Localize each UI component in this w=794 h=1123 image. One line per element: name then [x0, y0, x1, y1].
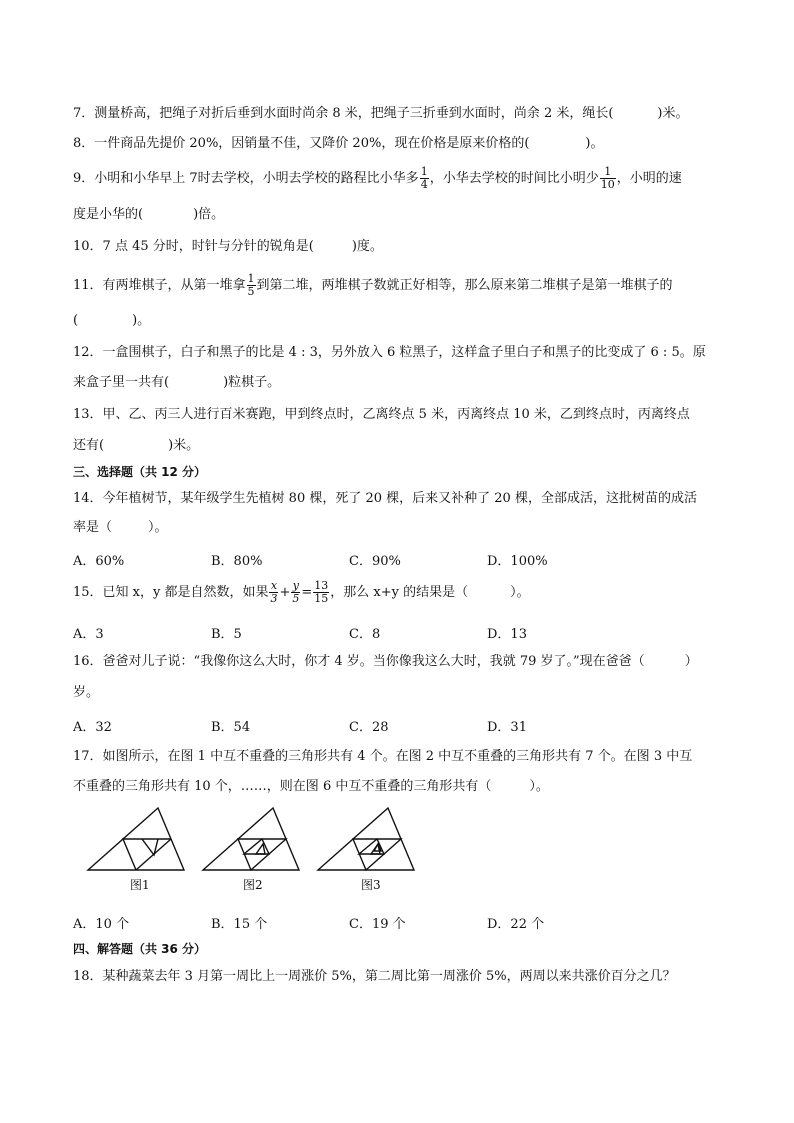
option-b: B．5 [211, 627, 242, 642]
option-a: A．32 [73, 720, 112, 735]
option-b: B．80% [211, 554, 263, 569]
question-16-tail: ） [684, 654, 698, 669]
fraction-denominator: 10 [600, 178, 615, 191]
question-13-tail: )米。 [168, 438, 200, 453]
question-13-text-b: 还有( [73, 438, 105, 453]
fraction-denominator: 4 [420, 178, 428, 191]
question-10-text: 10．7 点 45 分时，时针与分针的锐角是( [73, 239, 314, 254]
triangle-figure-3 [316, 806, 416, 872]
question-9-text-d: 度是小华的( [73, 207, 144, 222]
question-17-text: 17．如图所示，在图 1 中互不重叠的三角形共有 4 个。在图 2 中互不重叠的三角形共有 7 个。在图 3 中互 [73, 749, 693, 764]
question-13-line-2 [73, 437, 199, 455]
fraction-13-over-15 [313, 580, 329, 605]
question-16-text-b: 岁。 [73, 685, 100, 700]
fraction-numerator: 13 [314, 579, 329, 592]
question-11-text-b: 到第二堆，两堆棋子数就正好相等，那么原来第二堆棋子是第一堆棋子的 [256, 278, 673, 293]
question-12-line-2 [73, 374, 280, 392]
equals-sign: = [301, 585, 313, 600]
question-14-tail: ）。 [148, 520, 168, 535]
fraction-y-over-5 [291, 580, 300, 605]
question-16-line-1 [73, 653, 698, 671]
question-17-text-b: 不重叠的三角形共有 10 个，……，则在图 6 中互不重叠的三角形共有（ [73, 779, 492, 794]
option-b: B．15 个 [211, 917, 268, 932]
question-8 [73, 135, 603, 153]
fraction-denominator: 3 [270, 592, 278, 605]
plus-sign: + [279, 585, 291, 600]
question-11-tail: )。 [132, 313, 151, 328]
question-9-tail: )倍。 [193, 207, 225, 222]
fraction-numerator: y [292, 579, 299, 592]
option-c: C．28 [349, 720, 389, 735]
option-b: B．54 [211, 720, 251, 735]
question-11-line-2 [73, 312, 150, 330]
question-11-text-a: 11．有两堆棋子，从第一堆拿 [73, 278, 246, 293]
question-11-line-1 [73, 273, 673, 298]
question-9-line-1 [73, 166, 682, 191]
question-12-text: 12．一盒围棋子，白子和黑子的比是 4 : 3，另外放入 6 粒黑子，这样盒子里白子和黑子的比变成了 6 : 5。原 [73, 345, 706, 360]
option-a: A．60% [73, 554, 125, 569]
fraction-denominator: 5 [247, 285, 255, 298]
fraction-denominator: 15 [314, 592, 329, 605]
figure-caption-1: 图1 [130, 878, 150, 892]
option-d: D．22 个 [487, 917, 545, 932]
question-13-text: 13．甲、乙、丙三人进行百米赛跑，甲到终点时，乙离终点 5 米，丙离终点 10 米，乙到终点时，丙离终点 [73, 407, 690, 422]
option-c: C．90% [349, 554, 401, 569]
figure-caption-3: 图3 [361, 878, 381, 892]
fraction-one-tenth [600, 166, 616, 191]
option-c: C．8 [349, 627, 381, 642]
question-10-tail: )度。 [351, 239, 383, 254]
question-11-text-c: ( [73, 313, 79, 328]
question-7-tail: )米。 [657, 106, 689, 121]
question-8-tail: )。 [585, 136, 604, 151]
question-12-line-1 [73, 344, 706, 362]
question-14-text-b: 率是（ [73, 520, 113, 535]
fraction-one-fifth [247, 273, 256, 298]
question-15-text: 15．已知 x，y 都是自然数，如果 [73, 585, 269, 600]
option-a: A．3 [73, 627, 104, 642]
triangle-figure-1 [86, 806, 186, 872]
option-d: D．100% [487, 554, 548, 569]
question-13-line-1 [73, 406, 690, 424]
question-9-line-2 [73, 206, 224, 224]
question-16-text: 16．爸爸对儿子说：“我像你这么大时，你才 4 岁。当你像我这么大时，我就 79 岁了。”现在爸爸（ [73, 654, 645, 669]
question-9-text-a: 9．小明和小华早上 7时去学校，小明去学校的路程比小华多 [73, 171, 419, 186]
question-12-text-b: 来盒子里一共有( [73, 375, 170, 390]
fraction-numerator: x [270, 579, 278, 592]
question-14-line-2 [73, 519, 168, 537]
question-8-text: 8．一件商品先提价 20%，因销量不佳，又降价 20%，现在价格是原来价格的( [73, 136, 530, 151]
question-7 [73, 105, 689, 123]
option-d: D．31 [487, 720, 527, 735]
question-10 [73, 238, 383, 256]
question-7-text: 7．测量桥高，把绳子对折后垂到水面时尚余 8 米，把绳子三折垂到水面时，尚余 2 米，绳长( [73, 106, 614, 121]
section-heading-solve: 四、解答题（共 36 分） [73, 942, 207, 956]
question-14-line-1 [73, 490, 697, 508]
triangle-figure-2 [201, 806, 301, 872]
option-a: A．10 个 [73, 917, 130, 932]
question-14-text: 14．今年植树节，某年级学生先植树 80 棵，死了 20 棵，后来又补种了 20 棵，全部成活，这批树苗的成活 [73, 491, 697, 506]
fraction-denominator: 5 [292, 592, 300, 605]
question-15-tail: ）。 [510, 585, 530, 600]
figure-caption-2: 图2 [243, 878, 263, 892]
question-9-text-b: ，小华去学校的时间比小明少 [429, 171, 599, 186]
question-15-text-b: ，那么 x+y 的结果是（ [330, 585, 469, 600]
question-15 [73, 580, 530, 605]
section-heading-choice: 三、选择题（共 12 分） [73, 465, 207, 479]
question-17-tail: ）。 [529, 779, 549, 794]
fraction-numerator: 1 [604, 165, 612, 178]
question-18-text: 18．某种蔬菜去年 3 月第一周比上一周涨价 5%，第二周比第一周涨价 5%，两周以来共涨价百分之几？ [73, 969, 676, 984]
question-12-tail: )粒棋子。 [223, 375, 281, 390]
option-d: D．13 [487, 627, 527, 642]
fraction-numerator: 1 [247, 272, 255, 285]
option-c: C．19 个 [349, 917, 406, 932]
fraction-numerator: 1 [420, 165, 428, 178]
question-17-line-1 [73, 748, 692, 766]
question-16-line-2 [73, 684, 99, 702]
question-17-line-2 [73, 778, 549, 796]
question-18 [73, 968, 676, 986]
fraction-x-over-3 [269, 580, 278, 605]
fraction-one-quarter [420, 166, 429, 191]
question-9-text-c: ，小明的速 [616, 171, 682, 186]
